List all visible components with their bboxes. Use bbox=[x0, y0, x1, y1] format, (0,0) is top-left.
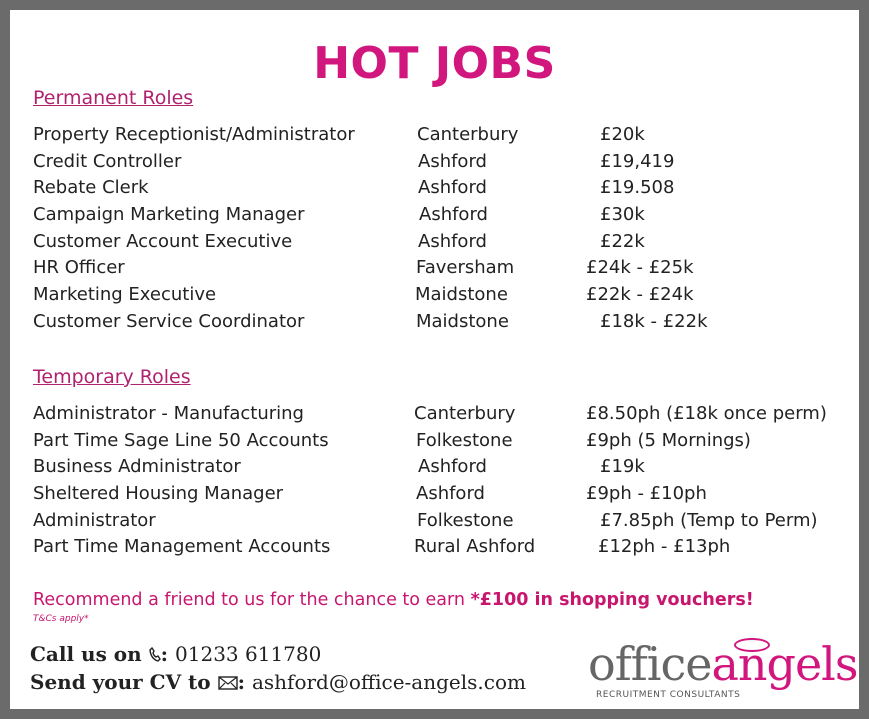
job-row bbox=[10, 456, 859, 482]
job-row bbox=[10, 124, 859, 150]
job-salary: £19.508 bbox=[600, 177, 675, 198]
job-row bbox=[10, 177, 859, 203]
job-role: Customer Service Coordinator bbox=[33, 311, 305, 332]
job-location: Ashford bbox=[418, 456, 487, 477]
job-role: Property Receptionist/Administrator bbox=[33, 124, 355, 145]
job-salary: £8.50ph (£18k once perm) bbox=[586, 403, 827, 424]
job-role: HR Officer bbox=[33, 257, 125, 278]
permanent-roles-heading: Permanent Roles bbox=[33, 87, 194, 109]
job-role: Sheltered Housing Manager bbox=[33, 483, 284, 504]
phone-icon bbox=[149, 644, 161, 668]
job-salary: £19k bbox=[600, 456, 645, 477]
job-role: Administrator - Manufacturing bbox=[33, 403, 304, 424]
job-role: Customer Account Executive bbox=[33, 231, 293, 252]
job-salary: £22k bbox=[600, 231, 645, 252]
envelope-icon bbox=[218, 672, 238, 696]
job-location: Canterbury bbox=[414, 403, 516, 424]
job-salary: £12ph - £13ph bbox=[598, 536, 731, 557]
promo-text: Recommend a friend to us for the chance to earn bbox=[33, 590, 471, 610]
job-row bbox=[10, 311, 859, 337]
job-location: Maidstone bbox=[415, 284, 508, 305]
job-role: Rebate Clerk bbox=[33, 177, 149, 198]
job-location: Canterbury bbox=[417, 124, 519, 145]
job-role: Part Time Sage Line 50 Accounts bbox=[33, 430, 329, 451]
job-row bbox=[10, 536, 859, 562]
job-location: Faversham bbox=[416, 257, 515, 278]
job-row bbox=[10, 257, 859, 283]
job-salary: £19,419 bbox=[600, 151, 675, 172]
referral-promo bbox=[33, 590, 754, 610]
logo-word-angels: angels bbox=[711, 637, 858, 691]
job-role: Administrator bbox=[33, 510, 156, 531]
job-salary: £30k bbox=[600, 204, 645, 225]
job-salary: £20k bbox=[600, 124, 645, 145]
job-row bbox=[10, 430, 859, 456]
job-salary: £18k - £22k bbox=[600, 311, 708, 332]
job-location: Folkestone bbox=[416, 430, 513, 451]
job-role: Credit Controller bbox=[33, 151, 182, 172]
job-location: Ashford bbox=[418, 231, 487, 252]
job-location: Folkestone bbox=[417, 510, 514, 531]
job-location: Ashford bbox=[418, 177, 487, 198]
job-location: Ashford bbox=[418, 151, 487, 172]
job-salary: £7.85ph (Temp to Perm) bbox=[600, 510, 818, 531]
job-row bbox=[10, 403, 859, 429]
job-row bbox=[10, 284, 859, 310]
page-title: HOT JOBS bbox=[313, 38, 556, 89]
job-row bbox=[10, 510, 859, 536]
job-salary: £9ph - £10ph bbox=[586, 483, 707, 504]
cv-line bbox=[30, 670, 526, 696]
office-angels-logo bbox=[588, 637, 858, 702]
job-role: Part Time Management Accounts bbox=[33, 536, 331, 557]
job-flyer bbox=[10, 10, 859, 709]
job-location: Maidstone bbox=[416, 311, 509, 332]
email-address[interactable]: ashford@office-angels.com bbox=[251, 670, 526, 694]
call-line bbox=[30, 642, 321, 668]
job-location: Ashford bbox=[419, 204, 488, 225]
call-label: Call us on bbox=[30, 642, 149, 666]
job-salary: £24k - £25k bbox=[586, 257, 694, 278]
job-role: Business Administrator bbox=[33, 456, 241, 477]
terms-note: T&Cs apply* bbox=[33, 614, 89, 624]
logo-subtitle: RECRUITMENT CONSULTANTS bbox=[596, 690, 741, 700]
call-suffix: : bbox=[160, 642, 176, 666]
job-location: Rural Ashford bbox=[414, 536, 536, 557]
job-row bbox=[10, 151, 859, 177]
job-location: Ashford bbox=[416, 483, 485, 504]
logo-word-office: office bbox=[588, 637, 712, 691]
phone-number[interactable]: 01233 611780 bbox=[175, 642, 322, 666]
job-salary: £22k - £24k bbox=[586, 284, 694, 305]
job-role: Campaign Marketing Manager bbox=[33, 204, 305, 225]
cv-label: Send your CV to bbox=[30, 670, 218, 694]
cv-suffix: : bbox=[237, 670, 252, 694]
job-role: Marketing Executive bbox=[33, 284, 217, 305]
job-row bbox=[10, 204, 859, 230]
job-row bbox=[10, 483, 859, 509]
promo-highlight: *£100 in shopping vouchers! bbox=[470, 590, 754, 610]
job-salary: £9ph (5 Mornings) bbox=[586, 430, 751, 451]
temporary-roles-heading: Temporary Roles bbox=[33, 366, 191, 388]
job-row bbox=[10, 231, 859, 257]
